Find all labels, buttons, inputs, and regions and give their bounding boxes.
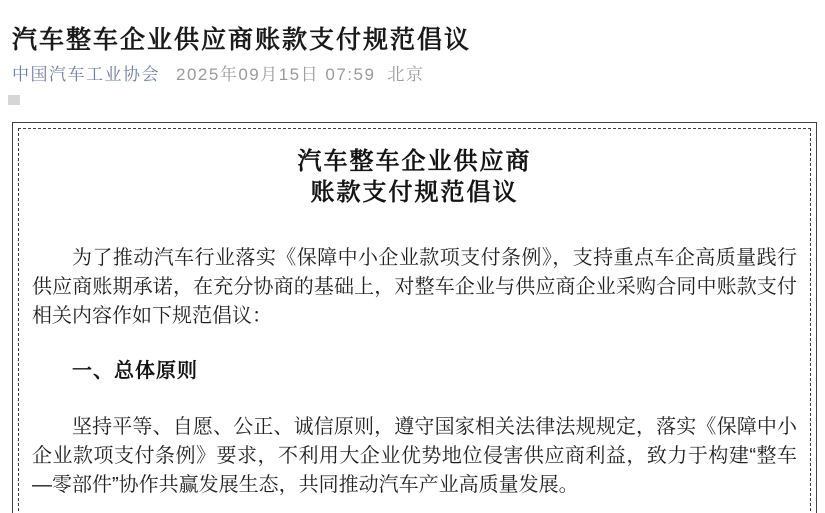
article-title: 汽车整车企业供应商账款支付规范倡议 bbox=[12, 25, 472, 54]
publish-datetime: 2025年09月15日 07:59 bbox=[176, 65, 376, 84]
intro-paragraph: 为了推动汽车行业落实《保障中小企业款项支付条例》，支持重点车企高质量践行供应商账期承诺，在充分协商的基础上，对整车企业与供应商企业采购合同中账款支付相关内容作如下规范倡议： bbox=[32, 247, 797, 327]
image-corner-artifact bbox=[8, 95, 20, 105]
section-1-paragraph: 坚持平等、自愿、公正、诚信原则，遵守国家相关法律法规规定，落实《保障中小企业款项支付条例》要求，不利用大企业优势地位侵害供应商利益，致力于构建“整车—零部件”协作共赢发展生态，共同推动汽车产业高质量发展。 bbox=[32, 416, 797, 496]
account-name-link[interactable]: 中国汽车工业协会 bbox=[12, 65, 160, 84]
publish-location: 北京 bbox=[387, 65, 425, 84]
section-1-heading: 一、总体原则 bbox=[72, 360, 198, 382]
document-heading-line1: 汽车整车企业供应商 bbox=[297, 148, 532, 175]
document-heading bbox=[32, 146, 797, 208]
proposal-document-inner-border bbox=[18, 128, 811, 513]
byline bbox=[12, 60, 812, 85]
proposal-document-box bbox=[12, 122, 817, 513]
document-heading-line2: 账款支付规范倡议 bbox=[310, 179, 519, 206]
